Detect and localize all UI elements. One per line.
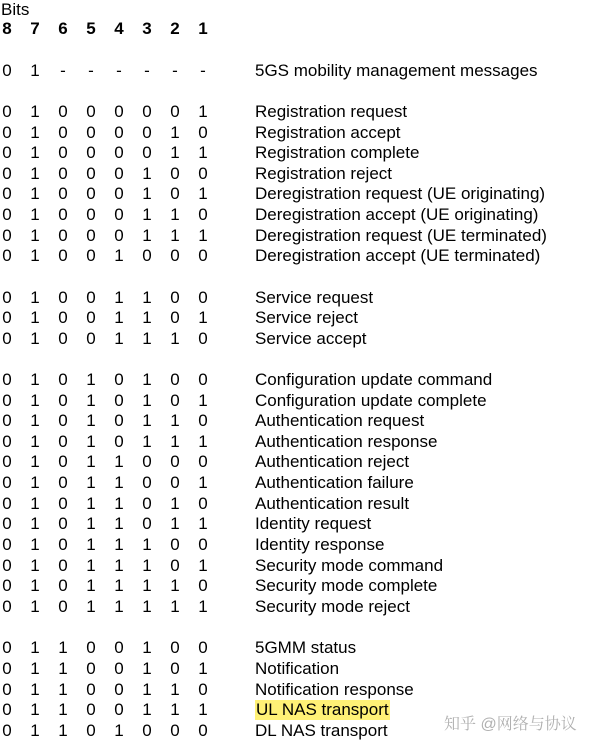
bit-value: 1	[86, 473, 96, 492]
message-name: Notification	[255, 659, 340, 678]
bit-value: 1	[142, 700, 152, 719]
bit-value: 1	[142, 308, 152, 327]
message-name: Service accept	[255, 329, 367, 348]
bit-value: 1	[30, 370, 40, 389]
bit-value: 0	[86, 246, 96, 265]
bit-value: 1	[30, 246, 40, 265]
bit-value: 0	[114, 123, 124, 142]
bit-value: -	[88, 61, 94, 80]
bit-value: 0	[2, 102, 12, 121]
bit-value: 0	[86, 226, 96, 245]
bit-value: 0	[86, 123, 96, 142]
message-name: DL NAS transport	[255, 721, 388, 740]
bit-value: -	[172, 61, 178, 80]
message-name: Configuration update complete	[255, 391, 487, 410]
bit-value: 0	[2, 61, 12, 80]
bit-value: 1	[30, 556, 40, 575]
bit-value: 0	[86, 329, 96, 348]
bit-value: 0	[170, 721, 180, 740]
bit-value: 0	[2, 205, 12, 224]
bit-value: 0	[114, 184, 124, 203]
message-name: Identity response	[255, 535, 385, 554]
bit-value: 1	[198, 432, 208, 451]
bit-value: 1	[30, 164, 40, 183]
bit-value: 0	[142, 143, 152, 162]
bit-value: 0	[58, 164, 68, 183]
bit-value: 1	[142, 288, 152, 307]
bit-value: 0	[86, 700, 96, 719]
bit-value: 0	[2, 576, 12, 595]
bit-value: 1	[142, 184, 152, 203]
bit-value: 0	[2, 514, 12, 533]
bit-value: 1	[30, 680, 40, 699]
bit-value: 0	[2, 700, 12, 719]
bit-value: 0	[2, 391, 12, 410]
bit-value: 1	[30, 494, 40, 513]
bit-value: 1	[86, 411, 96, 430]
bit-value: 0	[86, 102, 96, 121]
bit-value: 0	[2, 597, 12, 616]
bit-value: 1	[30, 452, 40, 471]
message-name: Authentication request	[255, 411, 425, 430]
bit-value: 1	[30, 61, 40, 80]
bit-value: 1	[30, 535, 40, 554]
bit-value: 0	[58, 205, 68, 224]
bit-value: 0	[58, 535, 68, 554]
bit-value: 0	[2, 680, 12, 699]
bit-value: 0	[114, 226, 124, 245]
bit-value: 0	[170, 288, 180, 307]
bit-value: 0	[198, 246, 208, 265]
bit-value: 1	[142, 391, 152, 410]
bit-value: 0	[58, 432, 68, 451]
bit-value: 0	[170, 370, 180, 389]
bit-value: 0	[58, 452, 68, 471]
bit-value: 1	[198, 391, 208, 410]
bit-value: 0	[142, 494, 152, 513]
bit-value: 1	[30, 329, 40, 348]
message-name-highlighted: UL NAS transport	[256, 700, 389, 719]
message-name: Security mode complete	[255, 576, 438, 595]
bit-value: 0	[198, 329, 208, 348]
message-name: Authentication response	[255, 432, 438, 451]
bit-value: 0	[86, 164, 96, 183]
bit-value: 0	[142, 721, 152, 740]
bit-value: 0	[58, 494, 68, 513]
bit-value: 0	[58, 391, 68, 410]
message-name: Notification response	[255, 680, 414, 699]
bit-value: 1	[86, 391, 96, 410]
bit-value: 0	[114, 102, 124, 121]
bit-value: 0	[2, 164, 12, 183]
bit-value: 0	[198, 123, 208, 142]
bit-value: 0	[142, 514, 152, 533]
bit-value: 0	[170, 452, 180, 471]
message-name: Security mode command	[255, 556, 444, 575]
message-name: Deregistration accept (UE terminated)	[255, 246, 541, 265]
bit-value: 0	[198, 288, 208, 307]
bit-value: 1	[30, 391, 40, 410]
bit-value: -	[116, 61, 122, 80]
bit-value: 0	[58, 184, 68, 203]
bit-value: 1	[198, 700, 208, 719]
bit-value: 0	[170, 535, 180, 554]
bit-header: 3	[142, 19, 152, 38]
bit-value: 1	[170, 576, 180, 595]
bit-value: 0	[170, 556, 180, 575]
bit-value: 0	[2, 143, 12, 162]
message-name: 5GS mobility management messages	[255, 61, 538, 80]
bit-value: 0	[170, 246, 180, 265]
message-name: 5GMM status	[255, 638, 357, 657]
bit-value: 1	[86, 370, 96, 389]
bit-value: 0	[86, 659, 96, 678]
bit-value: 1	[86, 556, 96, 575]
bit-value: 0	[2, 308, 12, 327]
bit-value: 1	[30, 721, 40, 740]
message-name: Registration complete	[255, 143, 420, 162]
bit-value: 0	[86, 680, 96, 699]
bit-header: 6	[58, 19, 68, 38]
bit-value: 0	[58, 514, 68, 533]
message-name: Deregistration accept (UE originating)	[255, 205, 539, 224]
bits-label: Bits	[1, 0, 30, 19]
bit-value: 0	[198, 680, 208, 699]
bit-value: -	[200, 61, 206, 80]
bit-value: 1	[30, 597, 40, 616]
bit-value: 0	[198, 452, 208, 471]
bit-value: 0	[58, 123, 68, 142]
bit-value: 1	[114, 721, 124, 740]
bit-value: 1	[170, 680, 180, 699]
bit-value: 1	[198, 226, 208, 245]
bit-value: 0	[170, 308, 180, 327]
bit-value: 0	[170, 659, 180, 678]
message-name: Authentication reject	[255, 452, 410, 471]
bit-value: 1	[30, 226, 40, 245]
bit-header: 5	[86, 19, 96, 38]
bit-value: 0	[114, 638, 124, 657]
bit-value: 0	[198, 638, 208, 657]
bit-value: 0	[198, 205, 208, 224]
bit-value: 1	[30, 659, 40, 678]
bit-value: 1	[114, 514, 124, 533]
message-name: Service request	[255, 288, 374, 307]
bit-value: 1	[142, 411, 152, 430]
bit-value: 0	[2, 638, 12, 657]
bit-value: 0	[114, 370, 124, 389]
message-name: Registration reject	[255, 164, 393, 183]
bit-value: 0	[170, 473, 180, 492]
bit-value: 1	[142, 597, 152, 616]
bit-value: 1	[30, 102, 40, 121]
bit-value: 1	[198, 514, 208, 533]
bit-value: 1	[30, 123, 40, 142]
bit-value: 1	[142, 370, 152, 389]
bit-value: 1	[30, 432, 40, 451]
bit-value: 0	[114, 164, 124, 183]
bit-value: 1	[198, 556, 208, 575]
bit-value: 1	[30, 184, 40, 203]
bit-value: -	[60, 61, 66, 80]
bit-value: 0	[2, 411, 12, 430]
bit-value: 1	[114, 494, 124, 513]
bit-header: 8	[2, 19, 12, 38]
bit-value: 0	[58, 473, 68, 492]
bit-value: 1	[58, 700, 68, 719]
bit-value: 0	[58, 143, 68, 162]
bit-value: 0	[2, 184, 12, 203]
bit-value: 1	[58, 680, 68, 699]
bit-value: 1	[86, 432, 96, 451]
bit-value: 1	[198, 308, 208, 327]
bit-value: 1	[198, 102, 208, 121]
bit-value: 0	[2, 432, 12, 451]
bit-value: 1	[114, 576, 124, 595]
message-name: Identity request	[255, 514, 372, 533]
bit-value: 0	[2, 659, 12, 678]
bit-value: 0	[142, 102, 152, 121]
bit-value: 1	[30, 288, 40, 307]
bit-value: 1	[170, 123, 180, 142]
bit-value: 0	[2, 473, 12, 492]
bit-value: 1	[170, 329, 180, 348]
bit-value: 1	[142, 535, 152, 554]
bit-value: 1	[142, 205, 152, 224]
bit-value: 0	[58, 246, 68, 265]
bit-value: 0	[2, 226, 12, 245]
message-name: Registration request	[255, 102, 408, 121]
bit-value: 1	[170, 226, 180, 245]
bit-header: 2	[170, 19, 180, 38]
bit-value: 1	[86, 576, 96, 595]
bit-value: 1	[86, 535, 96, 554]
bit-value: 1	[30, 473, 40, 492]
bit-value: 1	[170, 411, 180, 430]
bit-value: 0	[114, 680, 124, 699]
bit-value: 0	[170, 102, 180, 121]
bit-value: 0	[198, 164, 208, 183]
bit-value: 0	[86, 184, 96, 203]
bit-value: 0	[198, 535, 208, 554]
bit-value: 0	[58, 308, 68, 327]
bit-value: 0	[198, 576, 208, 595]
bit-value: 0	[114, 143, 124, 162]
message-name: Configuration update command	[255, 370, 493, 389]
bit-value: 0	[86, 288, 96, 307]
bit-value: 1	[114, 308, 124, 327]
bit-value: 0	[2, 721, 12, 740]
bit-value: 0	[170, 164, 180, 183]
bit-value: 0	[2, 123, 12, 142]
bit-value: 1	[170, 494, 180, 513]
bit-value: 1	[30, 700, 40, 719]
bit-value: 0	[86, 638, 96, 657]
bit-value: 0	[142, 452, 152, 471]
message-name: Deregistration request (UE terminated)	[255, 226, 547, 245]
bit-value: 0	[114, 411, 124, 430]
bit-value: 0	[2, 452, 12, 471]
message-name: Authentication result	[255, 494, 410, 513]
bit-value: 0	[170, 184, 180, 203]
bit-value: 1	[170, 432, 180, 451]
bit-value: 0	[86, 205, 96, 224]
bit-value: 0	[114, 391, 124, 410]
bit-value: 1	[198, 473, 208, 492]
bit-value: 1	[114, 556, 124, 575]
bit-value: 1	[142, 556, 152, 575]
bit-value: 0	[2, 288, 12, 307]
message-name: Registration accept	[255, 123, 401, 142]
bit-value: 0	[58, 556, 68, 575]
bit-value: 0	[114, 659, 124, 678]
watermark: 知乎 @网络与协议	[444, 716, 577, 733]
bit-value: 0	[86, 308, 96, 327]
bit-value: 1	[142, 576, 152, 595]
bit-value: 0	[114, 432, 124, 451]
bit-value: 1	[142, 680, 152, 699]
bit-value: 1	[170, 700, 180, 719]
bit-value: 0	[2, 329, 12, 348]
bit-value: 0	[58, 370, 68, 389]
bit-value: 0	[58, 597, 68, 616]
bit-value: 1	[114, 473, 124, 492]
bit-value: 0	[114, 205, 124, 224]
bit-value: 0	[58, 226, 68, 245]
message-name: Authentication failure	[255, 473, 414, 492]
bit-value: 0	[198, 370, 208, 389]
bit-value: 0	[170, 638, 180, 657]
bit-value: 1	[30, 411, 40, 430]
bit-value: 0	[58, 102, 68, 121]
bit-value: 1	[142, 638, 152, 657]
bit-value: 1	[114, 288, 124, 307]
bit-value: -	[144, 61, 150, 80]
bit-value: 1	[198, 659, 208, 678]
bit-value: 1	[142, 226, 152, 245]
bit-value: 0	[114, 700, 124, 719]
bit-value: 1	[114, 597, 124, 616]
bit-value: 1	[30, 576, 40, 595]
message-name: Deregistration request (UE originating)	[255, 184, 546, 203]
bit-header: 4	[114, 19, 124, 38]
bit-value: 1	[114, 329, 124, 348]
bit-value: 1	[170, 597, 180, 616]
bit-value: 1	[142, 164, 152, 183]
bit-value: 0	[2, 246, 12, 265]
bit-value: 1	[86, 514, 96, 533]
bit-value: 0	[142, 123, 152, 142]
bit-value: 0	[170, 391, 180, 410]
bit-value: 1	[58, 659, 68, 678]
bit-value: 1	[30, 638, 40, 657]
bit-value: 1	[58, 721, 68, 740]
bit-value: 1	[30, 205, 40, 224]
bit-value: 1	[170, 205, 180, 224]
bit-value: 0	[2, 370, 12, 389]
bit-value: 1	[30, 514, 40, 533]
bit-value: 1	[114, 535, 124, 554]
bit-value: 1	[198, 597, 208, 616]
bit-header: 7	[30, 19, 40, 38]
bit-value: 0	[198, 721, 208, 740]
bit-value: 0	[2, 535, 12, 554]
bit-value: 1	[114, 452, 124, 471]
message-name: Security mode reject	[255, 597, 410, 616]
bit-value: 0	[86, 721, 96, 740]
bit-value: 1	[142, 329, 152, 348]
bit-value: 1	[30, 143, 40, 162]
bit-value: 0	[58, 576, 68, 595]
bit-value: 1	[142, 432, 152, 451]
bit-value: 0	[198, 494, 208, 513]
bit-value: 0	[142, 473, 152, 492]
bit-value: 0	[58, 411, 68, 430]
bit-value: 1	[86, 452, 96, 471]
bit-header: 1	[198, 19, 208, 38]
bit-value: 0	[86, 143, 96, 162]
bit-value: 0	[198, 411, 208, 430]
bit-value: 0	[2, 556, 12, 575]
bit-value: 0	[58, 288, 68, 307]
bit-value: 0	[2, 494, 12, 513]
bit-value: 0	[142, 246, 152, 265]
bit-value: 0	[58, 329, 68, 348]
bit-value: 1	[142, 659, 152, 678]
bit-value: 1	[170, 514, 180, 533]
bit-value: 1	[114, 246, 124, 265]
bit-value: 1	[30, 308, 40, 327]
bit-value: 1	[198, 143, 208, 162]
bit-value: 1	[86, 597, 96, 616]
bit-value: 1	[198, 184, 208, 203]
bit-value: 1	[86, 494, 96, 513]
message-name: Service reject	[255, 308, 358, 327]
bit-value: 1	[170, 143, 180, 162]
bit-value: 1	[58, 638, 68, 657]
